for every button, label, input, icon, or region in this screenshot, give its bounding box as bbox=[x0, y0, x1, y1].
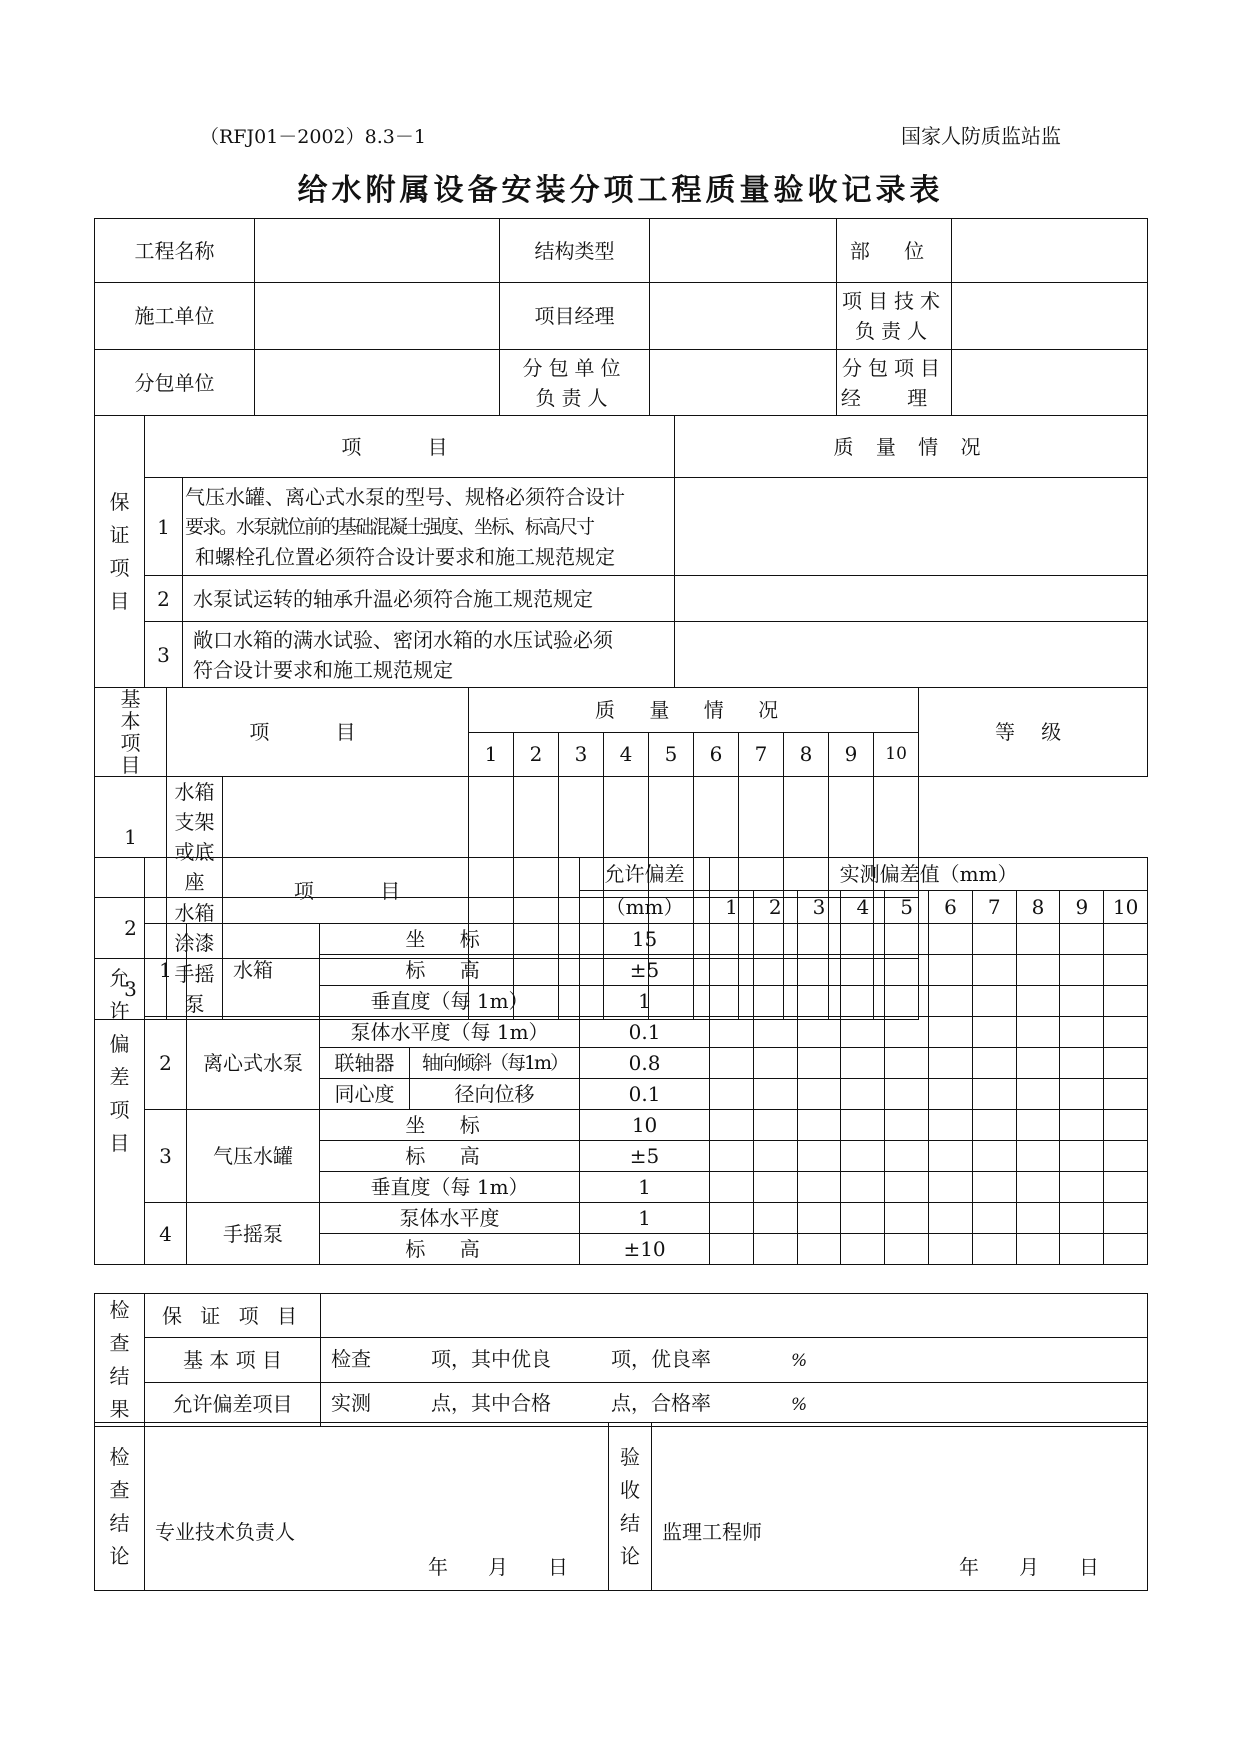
position-label: 部 位 bbox=[837, 219, 952, 283]
measured-deviation-cell[interactable] bbox=[753, 1110, 797, 1141]
measured-deviation-cell[interactable] bbox=[753, 1172, 797, 1203]
measured-deviation-cell[interactable] bbox=[797, 1234, 841, 1265]
structure-type-field[interactable] bbox=[650, 219, 837, 283]
measured-deviation-cell[interactable] bbox=[797, 986, 841, 1017]
allowed-deviation-value: 0.1 bbox=[580, 1017, 710, 1048]
measured-column-number: 3 bbox=[797, 891, 841, 924]
measured-deviation-cell[interactable] bbox=[841, 924, 885, 955]
measured-deviation-cell[interactable] bbox=[885, 955, 929, 986]
basic-item-name: 手摇泵 bbox=[167, 959, 223, 1020]
measured-deviation-cell[interactable] bbox=[1060, 924, 1104, 955]
allowed-deviation-value: ±5 bbox=[580, 955, 710, 986]
measured-deviation-cell[interactable] bbox=[797, 1079, 841, 1110]
deviation-check-name: 标 高 bbox=[320, 1234, 580, 1265]
measured-deviation-cell[interactable] bbox=[797, 1017, 841, 1048]
deviation-group-name: 气压水罐 bbox=[187, 1110, 320, 1203]
measured-deviation-cell[interactable] bbox=[753, 1203, 797, 1234]
measured-deviation-cell[interactable] bbox=[1104, 1079, 1148, 1110]
measured-deviation-cell[interactable] bbox=[753, 1234, 797, 1265]
guarantee-item-text: 气压水罐、离心式水泵的型号、规格必须符合设计 要求。水泵就位前的基础混凝土强度、坐标、标高尺寸 和螺栓孔位置必须符合设计要求和施工规范规定 bbox=[183, 478, 675, 576]
basic-item-name: 水箱支架或底座 bbox=[167, 777, 223, 898]
measured-deviation-cell[interactable] bbox=[885, 1141, 929, 1172]
basic-column-number: 2 bbox=[514, 732, 559, 777]
measured-deviation-cell[interactable] bbox=[841, 1172, 885, 1203]
subcontractor-field[interactable] bbox=[255, 350, 500, 416]
allowed-deviation-value: 0.8 bbox=[580, 1048, 710, 1079]
result-deviation-text: 实测 点，其中合格 点，合格率 bbox=[331, 1391, 791, 1416]
measured-deviation-cell[interactable] bbox=[885, 986, 929, 1017]
deviation-group-name: 手摇泵 bbox=[187, 1203, 320, 1265]
measured-deviation-cell[interactable] bbox=[841, 1141, 885, 1172]
guarantee-item-text: 水泵试运转的轴承升温必须符合施工规范规定 bbox=[183, 576, 675, 622]
result-section-label bbox=[95, 1294, 145, 1427]
measured-deviation-cell[interactable] bbox=[1016, 924, 1060, 955]
measured-deviation-cell[interactable] bbox=[797, 924, 841, 955]
measured-deviation-cell[interactable] bbox=[972, 1203, 1016, 1234]
allowed-deviation-value: 15 bbox=[580, 924, 710, 955]
measured-deviation-cell[interactable] bbox=[1104, 955, 1148, 986]
construction-unit-label: 施工单位 bbox=[95, 283, 255, 350]
issuing-organization: 国家人防质监站监 bbox=[901, 124, 1061, 148]
measured-deviation-cell[interactable] bbox=[797, 1110, 841, 1141]
page-title: 给水附属设备安装分项工程质量验收记录表 bbox=[297, 173, 944, 208]
measured-column-number: 6 bbox=[929, 891, 973, 924]
measured-deviation-cell[interactable] bbox=[1016, 986, 1060, 1017]
measured-deviation-cell[interactable] bbox=[1104, 1172, 1148, 1203]
guarantee-quality-header: 质 量 情 况 bbox=[675, 416, 1148, 478]
measured-deviation-cell[interactable] bbox=[972, 1079, 1016, 1110]
guarantee-item-no: 1 bbox=[145, 478, 183, 576]
guarantee-item-no: 2 bbox=[145, 576, 183, 622]
allow-unit-header: （mm） bbox=[580, 891, 710, 924]
allowed-deviation-value: 1 bbox=[580, 1203, 710, 1234]
conclusion-table bbox=[94, 1422, 1148, 1591]
result-basic-label: 基 本 项 目 bbox=[145, 1338, 321, 1382]
measured-deviation-cell[interactable] bbox=[753, 1048, 797, 1079]
measured-deviation-cell[interactable] bbox=[841, 1110, 885, 1141]
measured-column-number: 7 bbox=[972, 891, 1016, 924]
guarantee-items-table bbox=[94, 415, 1148, 688]
measured-deviation-cell[interactable] bbox=[1016, 1079, 1060, 1110]
allowed-deviation-value: 1 bbox=[580, 1172, 710, 1203]
basic-section-label bbox=[95, 688, 167, 777]
deviation-sub-label: 联轴器 bbox=[320, 1048, 410, 1079]
measured-column-number: 2 bbox=[753, 891, 797, 924]
basic-item-name: 水箱涂漆 bbox=[167, 898, 223, 959]
deviation-items-table bbox=[94, 857, 1148, 1265]
guarantee-quality-field[interactable] bbox=[675, 576, 1148, 622]
percent-sign: % bbox=[791, 1350, 808, 1371]
measured-deviation-cell[interactable] bbox=[1060, 1172, 1104, 1203]
deviation-group-name: 离心式水泵 bbox=[187, 1017, 320, 1110]
deviation-row bbox=[95, 1203, 1148, 1234]
measured-deviation-cell[interactable] bbox=[972, 1017, 1016, 1048]
measured-deviation-cell[interactable] bbox=[753, 924, 797, 955]
measured-deviation-cell[interactable] bbox=[1060, 1141, 1104, 1172]
check-label-text: 检 查 结 论 bbox=[109, 1444, 130, 1568]
measured-deviation-cell[interactable] bbox=[797, 1048, 841, 1079]
project-name-field[interactable] bbox=[255, 219, 500, 283]
deviation-check-name: 垂直度（每 1m） bbox=[320, 1172, 580, 1203]
allowed-deviation-value: ±5 bbox=[580, 1141, 710, 1172]
basic-item-no: 2 bbox=[95, 898, 167, 959]
project-info-table bbox=[94, 218, 1148, 416]
construction-unit-field[interactable] bbox=[255, 283, 500, 350]
allowed-deviation-value: ±10 bbox=[580, 1234, 710, 1265]
measured-deviation-cell[interactable] bbox=[841, 1203, 885, 1234]
measured-deviation-cell[interactable] bbox=[753, 1141, 797, 1172]
measured-deviation-cell[interactable] bbox=[972, 1172, 1016, 1203]
measured-deviation-cell[interactable] bbox=[1104, 1110, 1148, 1141]
measured-deviation-cell[interactable] bbox=[710, 1203, 754, 1234]
measured-deviation-cell[interactable] bbox=[1060, 955, 1104, 986]
deviation-check-name: 标 高 bbox=[320, 955, 580, 986]
basic-column-number: 7 bbox=[739, 732, 784, 777]
accept-conclusion-label bbox=[609, 1423, 652, 1591]
check-conclusion-label bbox=[95, 1423, 145, 1591]
deviation-check-name: 泵体水平度 bbox=[320, 1203, 580, 1234]
measured-deviation-cell[interactable] bbox=[841, 1079, 885, 1110]
result-basic-field[interactable] bbox=[321, 1338, 1148, 1382]
subcontractor-label: 分包单位 bbox=[95, 350, 255, 416]
measured-deviation-cell[interactable] bbox=[972, 1048, 1016, 1079]
deviation-check-name: 泵体水平度（每 1m） bbox=[320, 1017, 580, 1048]
tech-lead-label: 项目技术 负责人 bbox=[837, 283, 952, 350]
guarantee-section-label bbox=[95, 416, 145, 688]
measured-deviation-cell[interactable] bbox=[841, 1017, 885, 1048]
measured-deviation-cell[interactable] bbox=[1016, 1234, 1060, 1265]
measured-deviation-cell[interactable] bbox=[972, 1110, 1016, 1141]
measured-deviation-cell[interactable] bbox=[797, 1172, 841, 1203]
measured-header: 实测偏差值（mm） bbox=[710, 858, 1148, 891]
measured-deviation-cell[interactable] bbox=[885, 1203, 929, 1234]
measured-deviation-cell[interactable] bbox=[972, 986, 1016, 1017]
guarantee-label-text: 保 证 项 目 bbox=[109, 489, 130, 613]
measured-deviation-cell[interactable] bbox=[1060, 1079, 1104, 1110]
deviation-check-name: 坐 标 bbox=[320, 924, 580, 955]
measured-deviation-cell[interactable] bbox=[1060, 1234, 1104, 1265]
measured-column-number: 9 bbox=[1060, 891, 1104, 924]
deviation-sub-label: 同心度 bbox=[320, 1079, 410, 1110]
measured-deviation-cell[interactable] bbox=[1060, 1017, 1104, 1048]
measured-deviation-cell[interactable] bbox=[1016, 1110, 1060, 1141]
result-guarantee-field[interactable] bbox=[321, 1294, 1148, 1338]
measured-deviation-cell[interactable] bbox=[1104, 1017, 1148, 1048]
measured-deviation-cell[interactable] bbox=[1104, 1141, 1148, 1172]
basic-column-number: 6 bbox=[694, 732, 739, 777]
deviation-item-header: 项 目 bbox=[145, 858, 580, 924]
measured-deviation-cell[interactable] bbox=[841, 1234, 885, 1265]
measured-deviation-cell[interactable] bbox=[710, 1017, 754, 1048]
measured-deviation-cell[interactable] bbox=[1016, 1141, 1060, 1172]
sub-manager-label: 分包项目 经 理 bbox=[837, 350, 952, 416]
check-conclusion-field[interactable] bbox=[145, 1423, 609, 1591]
measured-deviation-cell[interactable] bbox=[885, 1172, 929, 1203]
measured-column-number: 8 bbox=[1016, 891, 1060, 924]
measured-deviation-cell[interactable] bbox=[1060, 986, 1104, 1017]
basic-column-number: 10 bbox=[874, 732, 919, 777]
measured-deviation-cell[interactable] bbox=[972, 924, 1016, 955]
deviation-row bbox=[95, 1017, 1148, 1048]
measured-deviation-cell[interactable] bbox=[753, 1079, 797, 1110]
measured-deviation-cell[interactable] bbox=[885, 1110, 929, 1141]
deviation-group-no: 2 bbox=[145, 1017, 187, 1110]
guarantee-item-text: 敞口水箱的满水试验、密闭水箱的水压试验必须 符合设计要求和施工规范规定 bbox=[183, 622, 675, 688]
measured-deviation-cell[interactable] bbox=[885, 1079, 929, 1110]
measured-deviation-cell[interactable] bbox=[1016, 1203, 1060, 1234]
result-deviation-field[interactable] bbox=[321, 1382, 1148, 1426]
basic-label-text: 基 本 项 目 bbox=[120, 687, 141, 777]
measured-deviation-cell[interactable] bbox=[1060, 1048, 1104, 1079]
basic-item-no: 1 bbox=[95, 777, 167, 898]
deviation-group-no: 3 bbox=[145, 1110, 187, 1203]
guarantee-quality-field[interactable] bbox=[675, 622, 1148, 688]
measured-deviation-cell[interactable] bbox=[1016, 1048, 1060, 1079]
allowed-deviation-value: 10 bbox=[580, 1110, 710, 1141]
check-results-table bbox=[94, 1293, 1148, 1427]
form-code: （RFJ01－2002）8.3－1 bbox=[200, 126, 426, 148]
guarantee-quality-field[interactable] bbox=[675, 478, 1148, 576]
structure-type-label: 结构类型 bbox=[500, 219, 650, 283]
measured-deviation-cell[interactable] bbox=[1060, 1203, 1104, 1234]
supervisor-signature-label: 监理工程师 bbox=[662, 1520, 762, 1544]
measured-deviation-cell[interactable] bbox=[710, 924, 754, 955]
basic-column-number: 8 bbox=[784, 732, 829, 777]
percent-sign: % bbox=[791, 1395, 808, 1416]
measured-deviation-cell[interactable] bbox=[929, 1017, 973, 1048]
measured-deviation-cell[interactable] bbox=[1060, 1110, 1104, 1141]
tech-lead-signature-label: 专业技术负责人 bbox=[155, 1520, 295, 1544]
measured-deviation-cell[interactable] bbox=[1104, 924, 1148, 955]
measured-deviation-cell[interactable] bbox=[929, 1079, 973, 1110]
deviation-check-name: 轴向倾斜（每1m） bbox=[410, 1048, 580, 1079]
project-name-label: 工程名称 bbox=[95, 219, 255, 283]
measured-deviation-cell[interactable] bbox=[929, 1234, 973, 1265]
measured-deviation-cell[interactable] bbox=[929, 1141, 973, 1172]
measured-deviation-cell[interactable] bbox=[1104, 1048, 1148, 1079]
deviation-check-name: 标 高 bbox=[320, 1141, 580, 1172]
measured-deviation-cell[interactable] bbox=[1104, 1234, 1148, 1265]
guarantee-item-header: 项 目 bbox=[145, 416, 675, 478]
measured-deviation-cell[interactable] bbox=[841, 986, 885, 1017]
measured-deviation-cell[interactable] bbox=[885, 1017, 929, 1048]
measured-deviation-cell[interactable] bbox=[710, 1172, 754, 1203]
sub-lead-field[interactable] bbox=[650, 350, 837, 416]
check-date: 年 月 日 bbox=[428, 1555, 568, 1579]
deviation-group-name: 水箱 bbox=[187, 924, 320, 1017]
basic-column-number: 1 bbox=[469, 732, 514, 777]
measured-deviation-cell[interactable] bbox=[710, 1079, 754, 1110]
deviation-label-text: 允 许 偏 差 项 目 bbox=[109, 966, 130, 1155]
project-manager-field[interactable] bbox=[650, 283, 837, 350]
measured-column-number: 4 bbox=[841, 891, 885, 924]
position-field[interactable] bbox=[952, 219, 1148, 283]
measured-deviation-cell[interactable] bbox=[1104, 986, 1148, 1017]
measured-deviation-cell[interactable] bbox=[710, 1234, 754, 1265]
deviation-section-label bbox=[95, 858, 145, 1265]
result-deviation-label: 允许偏差项目 bbox=[145, 1382, 321, 1426]
result-basic-text: 检查 项，其中优良 项，优良率 bbox=[331, 1346, 791, 1371]
measured-deviation-cell[interactable] bbox=[753, 1017, 797, 1048]
measured-deviation-cell[interactable] bbox=[885, 1234, 929, 1265]
allowed-deviation-value: 0.1 bbox=[580, 1079, 710, 1110]
deviation-group-no: 4 bbox=[145, 1203, 187, 1265]
deviation-row bbox=[95, 1110, 1148, 1141]
allow-header: 允许偏差 bbox=[580, 858, 710, 891]
basic-item-no: 3 bbox=[95, 959, 167, 1020]
measured-column-number: 1 bbox=[710, 891, 754, 924]
measured-deviation-cell[interactable] bbox=[1016, 1017, 1060, 1048]
measured-deviation-cell[interactable] bbox=[841, 955, 885, 986]
measured-deviation-cell[interactable] bbox=[710, 1110, 754, 1141]
basic-quality-header: 质 量 情 况 bbox=[469, 688, 919, 733]
basic-column-number: 3 bbox=[559, 732, 604, 777]
measured-deviation-cell[interactable] bbox=[710, 955, 754, 986]
deviation-check-name: 径向位移 bbox=[410, 1079, 580, 1110]
measured-deviation-cell[interactable] bbox=[929, 1203, 973, 1234]
measured-column-number: 10 bbox=[1104, 891, 1148, 924]
measured-deviation-cell[interactable] bbox=[797, 955, 841, 986]
measured-deviation-cell[interactable] bbox=[797, 1203, 841, 1234]
measured-deviation-cell[interactable] bbox=[710, 986, 754, 1017]
measured-deviation-cell[interactable] bbox=[885, 924, 929, 955]
measured-deviation-cell[interactable] bbox=[710, 1141, 754, 1172]
basic-column-number: 4 bbox=[604, 732, 649, 777]
accept-label-text: 验 收 结 论 bbox=[620, 1444, 640, 1568]
guarantee-item-no: 3 bbox=[145, 622, 183, 688]
measured-deviation-cell[interactable] bbox=[1104, 1203, 1148, 1234]
measured-deviation-cell[interactable] bbox=[929, 924, 973, 955]
measured-deviation-cell[interactable] bbox=[972, 1141, 1016, 1172]
measured-deviation-cell[interactable] bbox=[929, 1172, 973, 1203]
accept-conclusion-field[interactable] bbox=[652, 1423, 1148, 1591]
basic-item-header: 项 目 bbox=[167, 688, 469, 777]
result-label-text: 检 查 结 果 bbox=[109, 1298, 130, 1421]
sub-manager-field[interactable] bbox=[952, 350, 1148, 416]
sub-lead-label: 分包单位 负责人 bbox=[500, 350, 650, 416]
allowed-deviation-value: 1 bbox=[580, 986, 710, 1017]
measured-deviation-cell[interactable] bbox=[929, 986, 973, 1017]
deviation-row bbox=[95, 924, 1148, 955]
measured-deviation-cell[interactable] bbox=[841, 1048, 885, 1079]
deviation-check-name: 垂直度（每 1m） bbox=[320, 986, 580, 1017]
measured-deviation-cell[interactable] bbox=[753, 955, 797, 986]
tech-lead-field[interactable] bbox=[952, 283, 1148, 350]
measured-deviation-cell[interactable] bbox=[929, 1048, 973, 1079]
measured-deviation-cell[interactable] bbox=[710, 1048, 754, 1079]
measured-deviation-cell[interactable] bbox=[972, 955, 1016, 986]
measured-column-number: 5 bbox=[885, 891, 929, 924]
deviation-group-no: 1 bbox=[145, 924, 187, 1017]
measured-deviation-cell[interactable] bbox=[885, 1048, 929, 1079]
basic-grade-header: 等 级 bbox=[919, 688, 1148, 777]
measured-deviation-cell[interactable] bbox=[929, 955, 973, 986]
measured-deviation-cell[interactable] bbox=[1016, 1172, 1060, 1203]
accept-date: 年 月 日 bbox=[959, 1555, 1099, 1579]
basic-column-number: 9 bbox=[829, 732, 874, 777]
measured-deviation-cell[interactable] bbox=[753, 986, 797, 1017]
measured-deviation-cell[interactable] bbox=[797, 1141, 841, 1172]
basic-column-number: 5 bbox=[649, 732, 694, 777]
project-manager-label: 项目经理 bbox=[500, 283, 650, 350]
measured-deviation-cell[interactable] bbox=[1016, 955, 1060, 986]
measured-deviation-cell[interactable] bbox=[929, 1110, 973, 1141]
result-guarantee-label: 保 证 项 目 bbox=[145, 1294, 321, 1338]
measured-deviation-cell[interactable] bbox=[972, 1234, 1016, 1265]
deviation-check-name: 坐 标 bbox=[320, 1110, 580, 1141]
